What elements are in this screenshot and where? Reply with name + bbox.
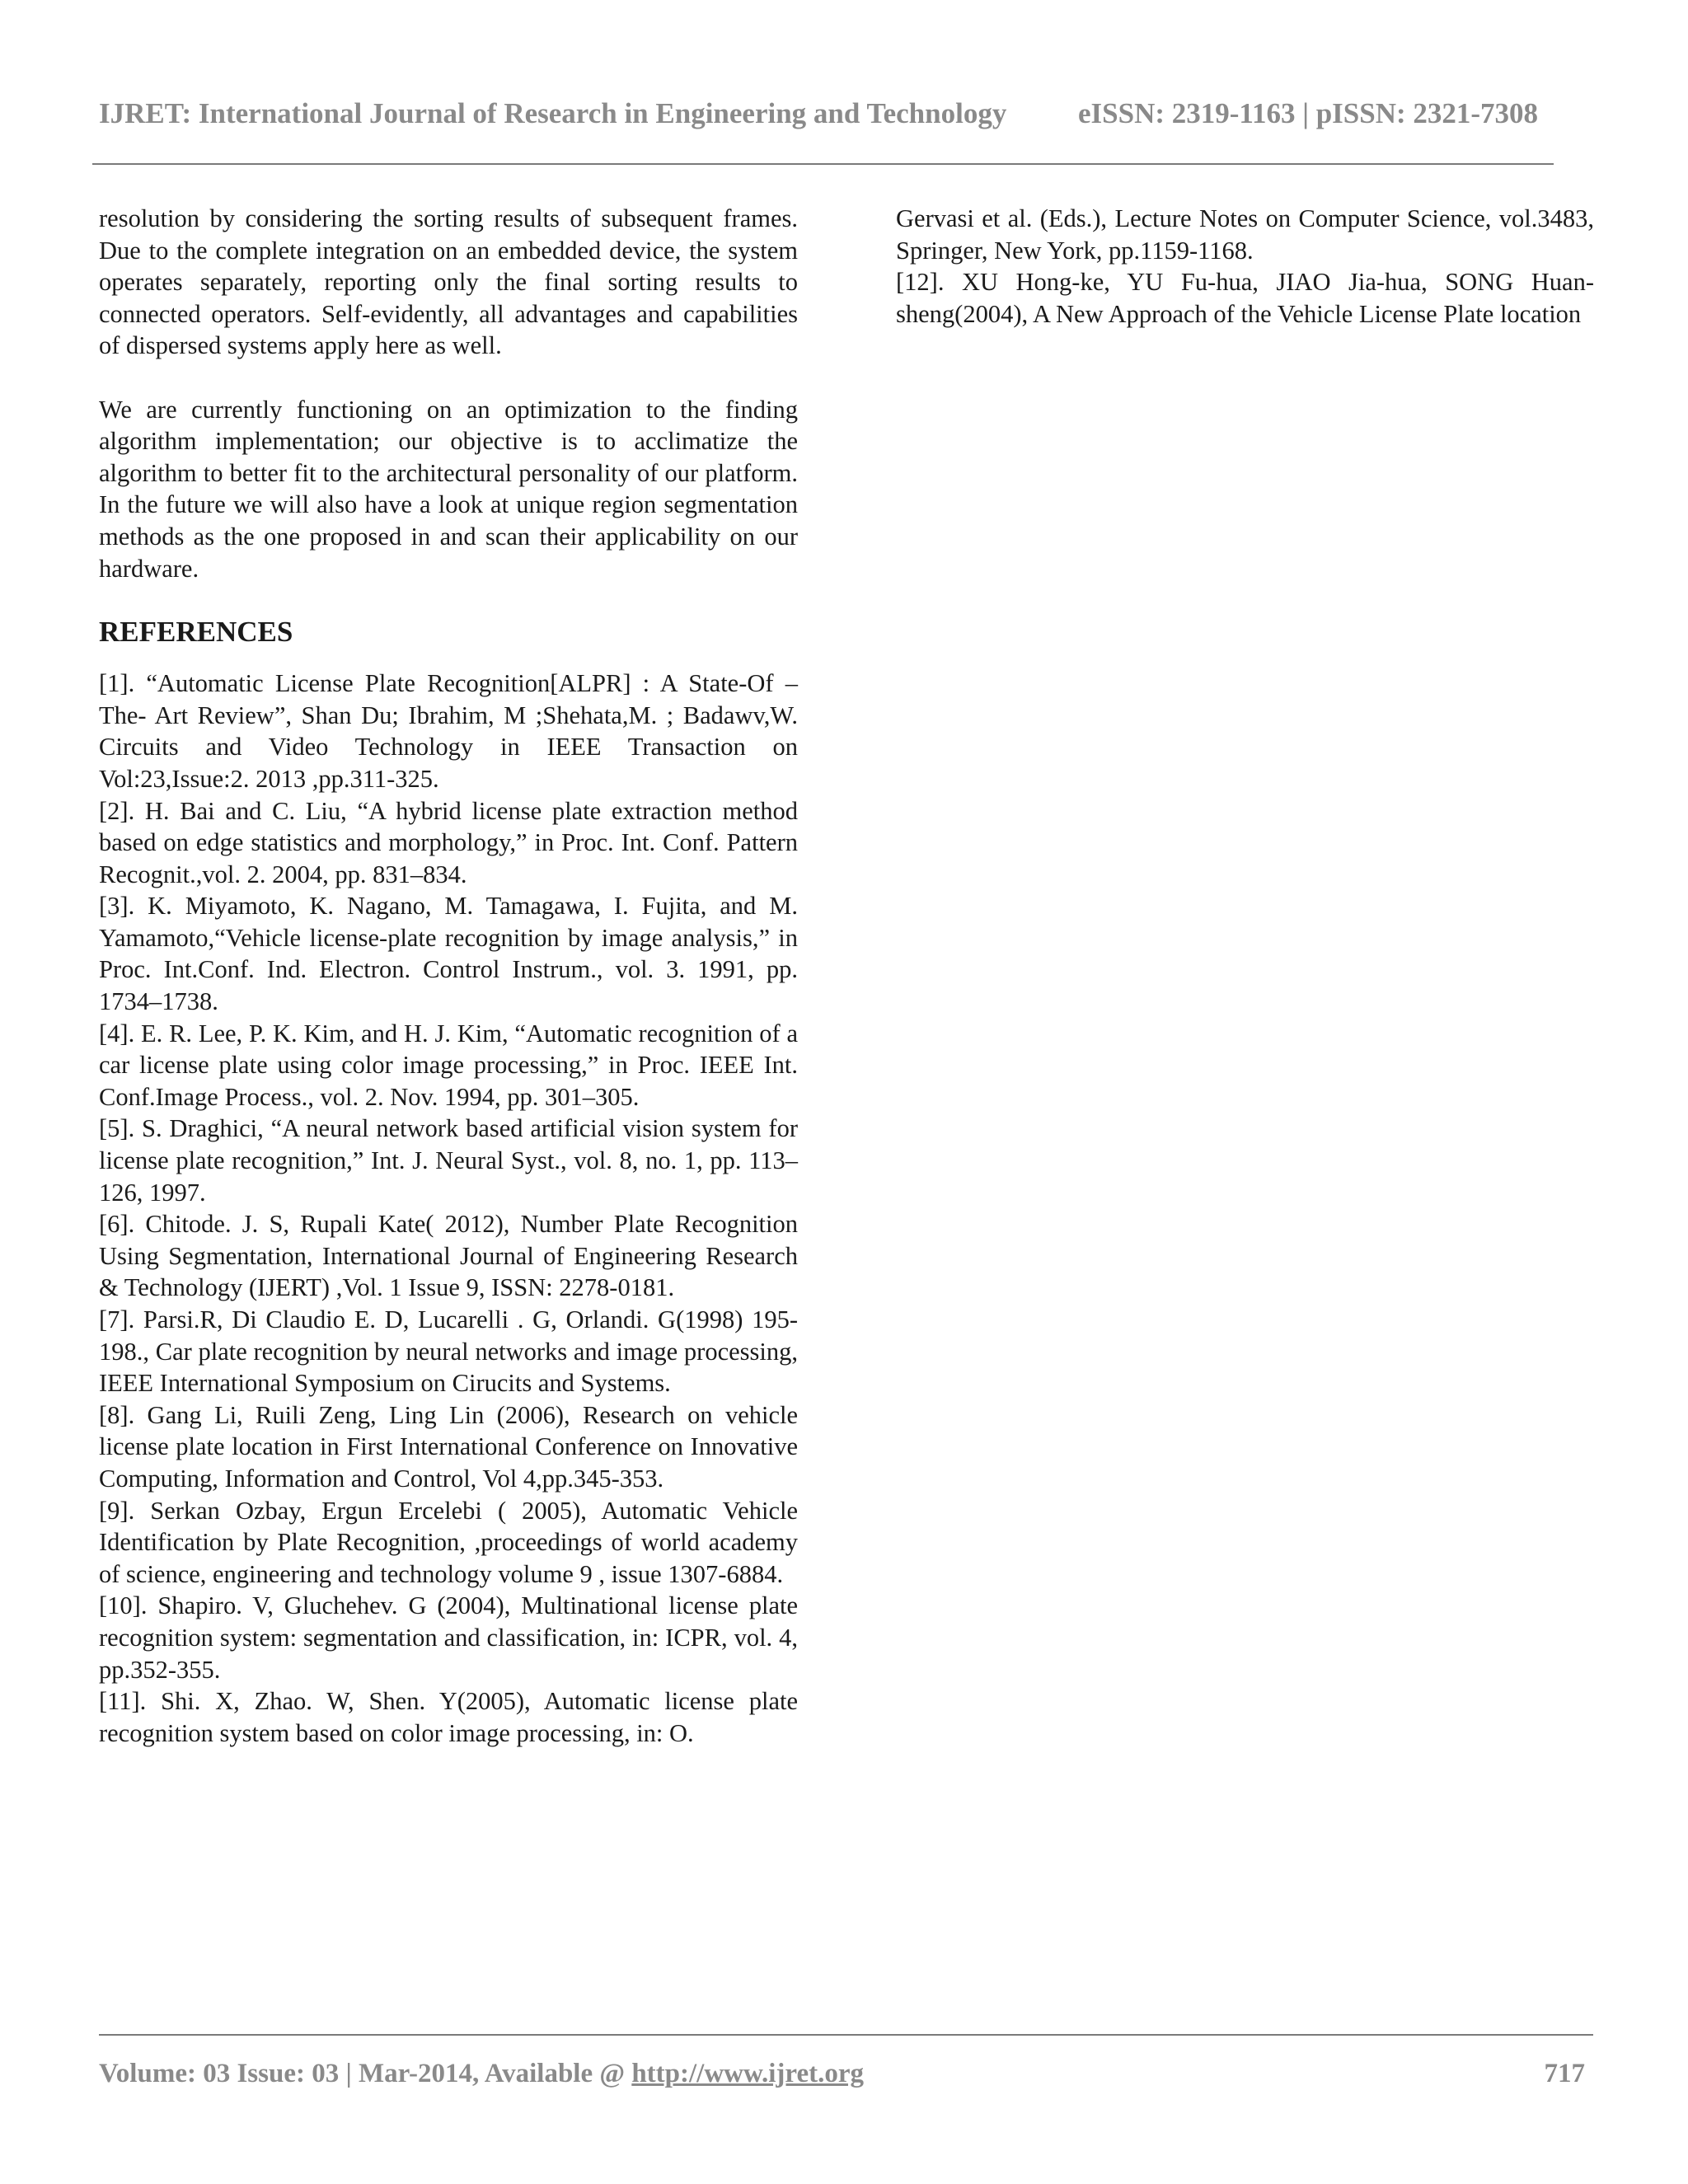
reference-item: [11]. Shi. X, Zhao. W, Shen. Y(2005), Automatic license plate recognition system based on color image processing, in: O.: [99, 1687, 798, 1747]
body-paragraph: resolution by considering the sorting results of subsequent frames. Due to the complete integration on an embedded device, the system operates separately, reporting only the final sorting results to connected operators. Self-evidently, all advantages and capabilities of dispersed systems apply here as well.: [99, 204, 798, 360]
footer-volume-info: [99, 2059, 864, 2089]
left-column: [99, 203, 798, 1749]
reference-item: [8]. Gang Li, Ruili Zeng, Ling Lin (2006), Research on vehicle license plate location in First International Conference on Innovative Computing, Information and Control, Vol 4,pp.345-353.: [99, 1400, 798, 1493]
reference-item: [5]. S. Draghici, “A neural network based artificial vision system for license plate recognition,” Int. J. Neural Syst., vol. 8, no. 1, pp. 113–126, 1997.: [99, 1114, 798, 1207]
journal-title: IJRET: International Journal of Research in Engineering and Technology: [99, 97, 1007, 129]
reference-item: [4]. E. R. Lee, P. K. Kim, and H. J. Kim, “Automatic recognition of a car license plate using color image processing,” in Proc. IEEE Int. Conf.Image Process., vol. 2. Nov. 1994, pp. 301–305.: [99, 1019, 798, 1111]
body-paragraph: We are currently functioning on an optimization to the finding algorithm implementation; our objective is to acclimatize the algorithm to better fit to the architectural personality of our platform. In the future we will also have a look at unique region segmentation methods as the one proposed in and scan their applicability on our hardware.: [99, 395, 798, 583]
reference-item: [12]. XU Hong-ke, YU Fu-hua, JIAO Jia-hua, SONG Huan-sheng(2004), A New Approach of the Vehicle License Plate location: [896, 268, 1594, 328]
page-number: 717: [1544, 2059, 1585, 2088]
header-rule: [92, 163, 1554, 165]
reference-item: [7]. Parsi.R, Di Claudio E. D, Lucarelli . G, Orlandi. G(1998) 195-198., Car plate recognition by neural networks and image processing, IEEE International Symposium on Cirucits and Systems.: [99, 1305, 798, 1398]
footer-rule: [99, 2034, 1593, 2036]
reference-item: [3]. K. Miyamoto, K. Nagano, M. Tamagawa, I. Fujita, and M. Yamamoto,“Vehicle license-plate recognition by image analysis,” in Proc. Int.Conf. Ind. Electron. Control Instrum., vol. 3. 1991, pp. 1734–1738.: [99, 892, 798, 1016]
journal-website-link[interactable]: http://www.ijret.org: [631, 2059, 864, 2088]
footer-volume-text: Volume: 03 Issue: 03 | Mar-2014, Available @: [99, 2059, 632, 2088]
reference-item: [10]. Shapiro. V, Gluchehev. G (2004), Multinational license plate recognition system: segmentation and classification, in: ICPR, vol. 4, pp.352-355.: [99, 1591, 798, 1684]
references-heading: REFERENCES: [99, 616, 293, 649]
reference-item: [1]. “Automatic License Plate Recognition[ALPR] : A State-Of –The- Art Review”, Shan Du; Ibrahim, M ;Shehata,M. ; Badawv,W. Circuits and Video Technology in IEEE Transaction on Vol:23,Issue:2. 2013 ,pp.311-325.: [99, 669, 798, 793]
reference-item: [6]. Chitode. J. S, Rupali Kate( 2012), Number Plate Recognition Using Segmentation, International Journal of Engineering Research & Technology (IJERT) ,Vol. 1 Issue 9, ISSN: 2278-0181.: [99, 1210, 798, 1302]
issn-info: eISSN: 2319-1163 | pISSN: 2321-7308: [1078, 97, 1539, 129]
right-column: [896, 203, 1594, 330]
reference-item: [9]. Serkan Ozbay, Ergun Ercelebi ( 2005), Automatic Vehicle Identification by Plate Recognition, ,proceedings of world academy of science, engineering and technology volume 9 , issue 1307-6884.: [99, 1496, 798, 1588]
reference-item-continued: Gervasi et al. (Eds.), Lecture Notes on Computer Science, vol.3483, Springer, New York, pp.1159-1168.: [896, 204, 1594, 265]
reference-item: [2]. H. Bai and C. Liu, “A hybrid license plate extraction method based on edge statistics and morphology,” in Proc. Int. Conf. Pattern Recognit.,vol. 2. 2004, pp. 831–834.: [99, 796, 798, 888]
